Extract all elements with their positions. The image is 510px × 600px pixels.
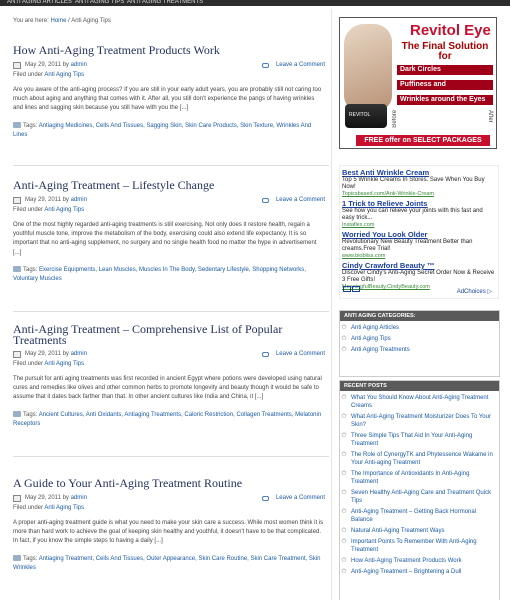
breadcrumb-home-link[interactable]: Home: [50, 18, 67, 24]
category-link[interactable]: Anti Aging Tips: [44, 207, 85, 213]
tag-links[interactable]: Ancient Cultures, Anti Oxidants, Antiaging Treatments, Caloric Restriction, Collagen Treatments, Melatonin Receptors: [13, 411, 322, 428]
post-category: [13, 72, 325, 78]
category-item[interactable]: [341, 346, 497, 354]
ad-url[interactable]: MeaningfulBeauty.CindyBeauty.com: [342, 284, 430, 290]
post-meta: [13, 62, 325, 72]
filed-under-label: Filed under: [13, 505, 44, 511]
ad-next-button[interactable]: [352, 286, 360, 292]
category-item[interactable]: [341, 324, 497, 332]
post-divider: [13, 165, 329, 166]
comment-bubble-icon: [262, 352, 269, 357]
tag-links[interactable]: Antiaging Medicines, Cells And Tissues, Sagging Skin, Skin Care Products, Skin Texture, Wrinkles And Lines: [13, 122, 312, 139]
tags-label: Tags:: [23, 411, 38, 418]
text-ad[interactable]: [342, 261, 496, 290]
ad-url[interactable]: www.biobliss.com: [342, 253, 386, 259]
category-link[interactable]: Anti Aging Tips: [44, 361, 85, 367]
recent-post-link[interactable]: The Role of CynergyTK and Phytessence Wakame in Your Anti-aging Treatment: [351, 452, 493, 466]
post-date: [25, 495, 87, 501]
widget-title: ANTI AGING CATEGORIES:: [340, 311, 499, 321]
post-date-text: May 29, 2011 by: [25, 351, 69, 357]
post: [13, 180, 325, 285]
recent-post-item[interactable]: [341, 470, 497, 486]
ad-description: Discover Cindy's Anti-Aging Secret Order Now & Receive 3 Free Gifts!: [342, 270, 495, 283]
before-label: Before: [392, 110, 398, 128]
ad-description: See how you can relieve your joints with this fast and easy trick...: [342, 208, 483, 221]
ad-url[interactable]: Topicsbased.com/Anti-Wrinkle-Cream: [342, 191, 434, 197]
revitol-ad-banner[interactable]: [339, 17, 497, 149]
star-icon: ✩: [341, 568, 347, 575]
post-category: [13, 505, 325, 511]
post-excerpt: A proper anti-aging treatment guide is what you need to make your skin care a success. While most women think it is more than hard work to achieve the goal of keeping skin healthy and youthful, it doesn't have to be that complicated. In fact, if you know the simple steps to having a daily [...]: [13, 520, 324, 545]
tag-links[interactable]: Exercise Equipments, Lean Muscles, Muscles In The Body, Sedentary Lifestyle, Shopping Networks, Voluntary Muscles: [13, 266, 306, 283]
recent-post-item[interactable]: [341, 451, 497, 467]
post: [13, 45, 325, 141]
post: [13, 324, 325, 430]
top-nav: [0, 0, 510, 6]
filed-under-label: Filed under: [13, 207, 44, 213]
star-icon: ✩: [341, 489, 347, 496]
star-icon: ✩: [341, 508, 347, 515]
recent-post-link[interactable]: Important Points To Remember With Anti-Aging Treatment: [351, 539, 477, 553]
star-icon: ✩: [341, 413, 347, 420]
post-author-link[interactable]: admin: [70, 62, 87, 68]
calendar-icon: [13, 62, 21, 69]
post-title-link[interactable]: How Anti-Aging Treatment Products Work: [13, 43, 220, 57]
post-author-link[interactable]: admin: [70, 495, 87, 501]
recent-post-item[interactable]: [341, 538, 497, 554]
recent-post-item[interactable]: [341, 432, 497, 448]
recent-post-link[interactable]: Anti-Aging Treatment – Getting Back Hormonal Balance: [351, 509, 477, 523]
category-link[interactable]: Anti Aging Tips: [44, 72, 85, 78]
filed-under-label: Filed under: [13, 72, 44, 78]
text-ads-block: [339, 165, 499, 299]
recent-post-link[interactable]: What Anti-Aging Treatment Moisturizer Does To Your Skin?: [351, 414, 491, 428]
text-ad[interactable]: [342, 168, 496, 197]
post-category: [13, 207, 325, 213]
comment-bubble-icon: [262, 63, 269, 68]
ad-description: Top 5 Wrinkle Creams In Stores. Save When You Buy Now!: [342, 177, 485, 190]
post-date-text: May 29, 2011 by: [25, 62, 69, 68]
recent-post-link[interactable]: Seven Healthy Anti-Aging Care and Treatment Quick Tips: [351, 490, 492, 504]
star-icon: ✩: [341, 432, 347, 439]
post-excerpt: The pursuit for anti aging treatments was first recorded in ancient Egypt where potions were developed using natural cures and remedies like olives and other common herbs to promote longevity and beauty though it would be safe to assume that it dates back farther than that. In other ancient cultures like India and China, it [...]: [13, 376, 322, 401]
post-divider: [13, 311, 329, 312]
after-label: After: [487, 110, 493, 123]
post-meta: [13, 351, 325, 361]
ad-title-link[interactable]: 1 Trick to Relieve Joints: [342, 199, 428, 208]
post-tags: [13, 555, 325, 574]
tag-links[interactable]: Antiaging Treatment, Cells And Tissues, Outer Appearance, Skin Care Routine, Skin Care Treatment, Skin Wrinkles: [13, 555, 321, 572]
breadcrumb-prefix: You are here:: [13, 18, 49, 24]
text-ad[interactable]: [342, 199, 496, 228]
ad-title-link[interactable]: Cindy Crawford Beauty ™: [342, 261, 435, 270]
post-date-text: May 29, 2011 by: [25, 197, 69, 203]
tag-icon: [13, 122, 21, 128]
recent-post-link[interactable]: How Anti-Aging Treatment Products Work: [351, 558, 462, 564]
star-icon: ✩: [341, 538, 347, 545]
post-author-link[interactable]: admin: [70, 197, 87, 203]
star-icon: ✩: [341, 394, 347, 401]
star-icon: ✩: [341, 451, 347, 458]
star-icon: ✩: [341, 527, 347, 534]
recent-post-link[interactable]: The Importance of Antioxidants In Anti-Aging Treatment: [351, 471, 470, 485]
ad-description: Revolutionary New Beauty Treatment Better than creams.Free Trial!: [342, 239, 473, 252]
post-meta: [13, 495, 325, 505]
tags-label: Tags:: [23, 122, 38, 129]
nav-anti-aging-treatments[interactable]: ANTI AGING TREATMENTS: [127, 0, 204, 5]
ad-bullet: Wrinkles around the Eyes: [397, 95, 493, 105]
recent-post-item[interactable]: [341, 394, 497, 410]
post-author-link[interactable]: admin: [70, 351, 87, 357]
model-face-image: [344, 24, 392, 110]
ad-cta-button[interactable]: FREE offer on SELECT PACKAGES: [356, 135, 490, 146]
star-icon: ✩: [341, 335, 347, 342]
nav-anti-aging-tips[interactable]: ANTI AGING TIPS: [75, 0, 125, 5]
post-title-link[interactable]: Anti-Aging Treatment – Comprehensive List of Popular Treatments: [13, 322, 283, 347]
post-title-link[interactable]: A Guide to Your Anti-Aging Treatment Routine: [13, 476, 243, 490]
post-divider: [13, 456, 329, 457]
star-icon: ✩: [341, 324, 347, 331]
jar-label: REVITOL: [349, 112, 371, 118]
recent-post-item[interactable]: [341, 508, 497, 524]
recent-post-link[interactable]: Natural Anti-Aging Treatment Ways: [351, 528, 445, 534]
text-ad[interactable]: [342, 230, 496, 259]
ad-pager: [343, 286, 361, 294]
category-item-label[interactable]: Anti Aging Treatments: [351, 347, 410, 353]
ad-headline: The Final Solution for: [401, 41, 489, 62]
categories-widget: [339, 310, 500, 377]
product-jar-image: [345, 104, 387, 128]
star-icon: ✩: [341, 557, 347, 564]
tag-icon: [13, 555, 21, 561]
recent-post-link[interactable]: Anti-Aging Treatment – Brightening a Dull: [351, 569, 462, 575]
star-icon: ✩: [341, 470, 347, 477]
post-tags: [13, 266, 325, 285]
calendar-icon: [13, 197, 21, 204]
post-date: [25, 62, 87, 68]
recent-post-item[interactable]: [341, 489, 497, 505]
nav-anti-aging-articles[interactable]: ANTI AGING ARTICLES: [7, 0, 72, 5]
category-item-label[interactable]: Anti Aging Articles: [351, 325, 400, 331]
leave-comment-link[interactable]: Leave a Comment: [275, 197, 325, 203]
post-category: [13, 361, 325, 367]
leave-comment-link[interactable]: Leave a Comment: [275, 351, 325, 357]
post-tags: [13, 122, 325, 141]
breadcrumb-separator: /: [68, 18, 70, 24]
recent-post-item[interactable]: [341, 557, 497, 565]
post-date: [25, 197, 87, 203]
category-item-label[interactable]: Anti Aging Tips: [351, 336, 391, 342]
post-date-text: May 29, 2011 by: [25, 495, 69, 501]
tags-label: Tags:: [23, 266, 38, 273]
recent-post-link[interactable]: Three Simple Tips That Aid In Your Anti-Aging Treatment: [351, 433, 473, 447]
star-icon: ✩: [341, 346, 347, 353]
filed-under-label: Filed under: [13, 361, 44, 367]
leave-comment-link[interactable]: Leave a Comment: [275, 495, 325, 501]
breadcrumb-current: Anti Aging Tips: [71, 18, 111, 24]
category-link[interactable]: Anti Aging Tips: [44, 505, 85, 511]
adchoices-link[interactable]: AdChoices ▷: [456, 289, 492, 295]
post-excerpt: One of the most highly regarded anti-aging treatments is still exercising. Not only does it restore health, regain a youthful muscle tone, improve the metabolism of the body, exercising could also extend life expectancy. It is so important that no anti-aging supplement, no surgery and no single health food no matter the hype in advertisement [...]: [13, 222, 317, 256]
recent-post-link[interactable]: What You Should Know About Anti-Aging Treatment Creams: [351, 395, 489, 409]
post-title-link[interactable]: Anti-Aging Treatment – Lifestyle Change: [13, 178, 215, 192]
calendar-icon: [13, 495, 21, 502]
leave-comment-link[interactable]: Leave a Comment: [275, 62, 325, 68]
sidebar: [331, 9, 508, 600]
ad-url[interactable]: Instaflex.com: [342, 222, 375, 228]
post-excerpt: Are you aware of the anti-aging process? If you are still in your early adult years, you are probably still not caring too much about aging and anything that comes with it. After all, you still don't experience the pangs of having wrinkles and lines and sagging skin because you still have with you the [...]: [13, 87, 322, 112]
recent-post-item[interactable]: [341, 568, 497, 576]
ad-title-link[interactable]: Best Anti Wrinkle Cream: [342, 168, 430, 177]
comment-bubble-icon: [262, 198, 269, 203]
tag-icon: [13, 266, 21, 272]
tag-icon: [13, 411, 21, 417]
comment-bubble-icon: [262, 496, 269, 501]
post: [13, 478, 325, 574]
post-tags: [13, 411, 325, 430]
recent-posts-widget: [339, 380, 500, 600]
post-date: [25, 351, 87, 357]
category-item[interactable]: [341, 335, 497, 343]
ad-title-link[interactable]: Worried You Look Older: [342, 230, 428, 239]
post-meta: [13, 197, 325, 207]
ad-bullet: Puffiness and: [397, 80, 493, 90]
recent-post-item[interactable]: [341, 413, 497, 429]
widget-title: RECENT POSTS: [340, 381, 499, 391]
breadcrumb: [13, 18, 111, 24]
ad-bullet: Dark Circles: [397, 65, 493, 75]
calendar-icon: [13, 351, 21, 358]
ad-prev-button[interactable]: [343, 286, 351, 292]
tags-label: Tags:: [23, 555, 38, 562]
recent-post-item[interactable]: [341, 527, 497, 535]
ad-brand: Revitol Eye: [410, 22, 491, 39]
